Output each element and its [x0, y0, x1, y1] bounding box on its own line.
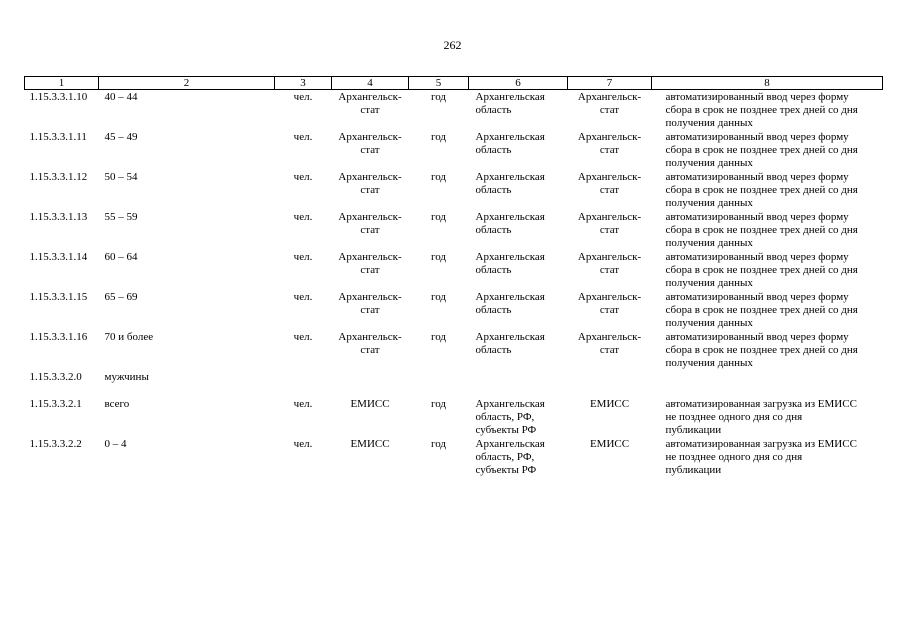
row-method: автоматизированный ввод через форму сбора в срок не позднее трех дней со дня получения данных	[665, 331, 858, 369]
row-method	[652, 370, 883, 397]
table-row	[25, 370, 883, 397]
row-unit: чел.	[293, 171, 313, 183]
row-source: ЕМИСС	[350, 398, 390, 410]
row-code: 1.15.3.3.2.1	[29, 398, 82, 410]
table-row	[25, 330, 883, 370]
row-code: 1.15.3.3.1.10	[29, 91, 88, 103]
row-name: 40 – 44	[104, 91, 138, 103]
row-territory: Архангельская область	[475, 211, 545, 236]
row-unit: чел.	[293, 91, 313, 103]
row-name: 55 – 59	[104, 211, 138, 223]
row-name: всего	[104, 398, 130, 410]
row-territory: Архангельская область, РФ, субъекты РФ	[475, 398, 545, 436]
row-unit: чел.	[293, 398, 313, 410]
row-unit: чел.	[293, 251, 313, 263]
row-period: год	[430, 251, 447, 263]
row-territory: Архангельская область	[475, 131, 545, 156]
row-period: год	[430, 291, 447, 303]
column-header: 1	[25, 77, 99, 90]
row-territory: Архангельская область	[475, 251, 545, 276]
row-source: Архангельск- стат	[338, 211, 402, 236]
page-number: 262	[443, 38, 462, 52]
table-row	[25, 90, 883, 131]
row-code: 1.15.3.3.2.2	[29, 438, 82, 450]
table-row	[25, 130, 883, 170]
column-header: 4	[332, 77, 409, 90]
row-unit: чел.	[293, 331, 313, 343]
row-provider: Архангельск- стат	[577, 171, 642, 196]
row-territory: Архангельская область	[475, 171, 545, 196]
row-period: год	[430, 171, 447, 183]
table-row	[25, 250, 883, 290]
row-code: 1.15.3.3.1.12	[29, 171, 88, 183]
row-method: автоматизированный ввод через форму сбора в срок не позднее трех дней со дня получения данных	[665, 91, 858, 129]
row-source: Архангельск- стат	[338, 91, 402, 116]
column-header: 7	[568, 77, 652, 90]
row-source: Архангельск- стат	[338, 131, 402, 156]
header-row	[25, 77, 883, 90]
row-unit	[275, 370, 332, 397]
row-source: Архангельск- стат	[338, 171, 402, 196]
row-provider: Архангельск- стат	[577, 291, 642, 316]
row-period: год	[430, 331, 447, 343]
table-row	[25, 437, 883, 477]
row-provider: Архангельск- стат	[577, 211, 642, 236]
row-name: 60 – 64	[104, 251, 138, 263]
row-provider: Архангельск- стат	[577, 251, 642, 276]
table-row	[25, 397, 883, 437]
table-row	[25, 210, 883, 250]
row-name: 65 – 69	[104, 291, 138, 303]
row-name: 0 – 4	[104, 438, 127, 450]
row-territory: Архангельская область	[475, 91, 545, 116]
row-unit: чел.	[293, 211, 313, 223]
row-territory: Архангельская область	[475, 331, 545, 356]
row-method: автоматизированный ввод через форму сбора в срок не позднее трех дней со дня получения данных	[665, 131, 858, 169]
row-method: автоматизированный ввод через форму сбора в срок не позднее трех дней со дня получения данных	[665, 251, 858, 289]
table-body	[25, 90, 883, 478]
row-code: 1.15.3.3.2.0	[29, 371, 82, 383]
row-code: 1.15.3.3.1.14	[29, 251, 88, 263]
row-code: 1.15.3.3.1.15	[29, 291, 88, 303]
row-provider: Архангельск- стат	[577, 131, 642, 156]
row-unit: чел.	[293, 438, 313, 450]
row-territory: Архангельская область	[475, 291, 545, 316]
row-method: автоматизированная загрузка из ЕМИСС не позднее одного дня со дня публикации	[665, 398, 857, 436]
row-method: автоматизированная загрузка из ЕМИСС не позднее одного дня со дня публикации	[665, 438, 857, 476]
row-source: Архангельск- стат	[338, 331, 402, 356]
indicators-table	[24, 76, 883, 477]
column-header: 8	[652, 77, 883, 90]
row-unit: чел.	[293, 291, 313, 303]
row-territory	[469, 370, 568, 397]
row-period: год	[430, 211, 447, 223]
row-name: 70 и более	[104, 331, 154, 343]
row-source: Архангельск- стат	[338, 291, 402, 316]
table-row	[25, 290, 883, 330]
row-source: Архангельск- стат	[338, 251, 402, 276]
row-territory: Архангельская область, РФ, субъекты РФ	[475, 438, 545, 476]
row-provider: Архангельск- стат	[577, 331, 642, 356]
row-code: 1.15.3.3.1.13	[29, 211, 88, 223]
column-header: 6	[469, 77, 568, 90]
row-name: 50 – 54	[104, 171, 138, 183]
row-source: ЕМИСС	[350, 438, 390, 450]
row-code: 1.15.3.3.1.11	[29, 131, 87, 143]
table-row	[25, 170, 883, 210]
row-provider	[568, 370, 652, 397]
row-code: 1.15.3.3.1.16	[29, 331, 88, 343]
row-method: автоматизированный ввод через форму сбора в срок не позднее трех дней со дня получения данных	[665, 211, 858, 249]
column-header: 3	[275, 77, 332, 90]
row-period	[409, 370, 469, 397]
row-method: автоматизированный ввод через форму сбора в срок не позднее трех дней со дня получения данных	[665, 171, 858, 209]
row-method: автоматизированный ввод через форму сбора в срок не позднее трех дней со дня получения данных	[665, 291, 858, 329]
row-unit: чел.	[293, 131, 313, 143]
row-period: год	[430, 91, 447, 103]
row-name: 45 – 49	[104, 131, 138, 143]
row-period: год	[430, 438, 447, 450]
row-provider: Архангельск- стат	[577, 91, 642, 116]
row-provider: ЕМИСС	[589, 398, 630, 410]
column-header: 5	[409, 77, 469, 90]
row-source	[332, 370, 409, 397]
row-period: год	[430, 398, 447, 410]
row-name: мужчины	[104, 371, 149, 383]
row-period: год	[430, 131, 447, 143]
row-provider: ЕМИСС	[589, 438, 630, 450]
column-header: 2	[99, 77, 275, 90]
